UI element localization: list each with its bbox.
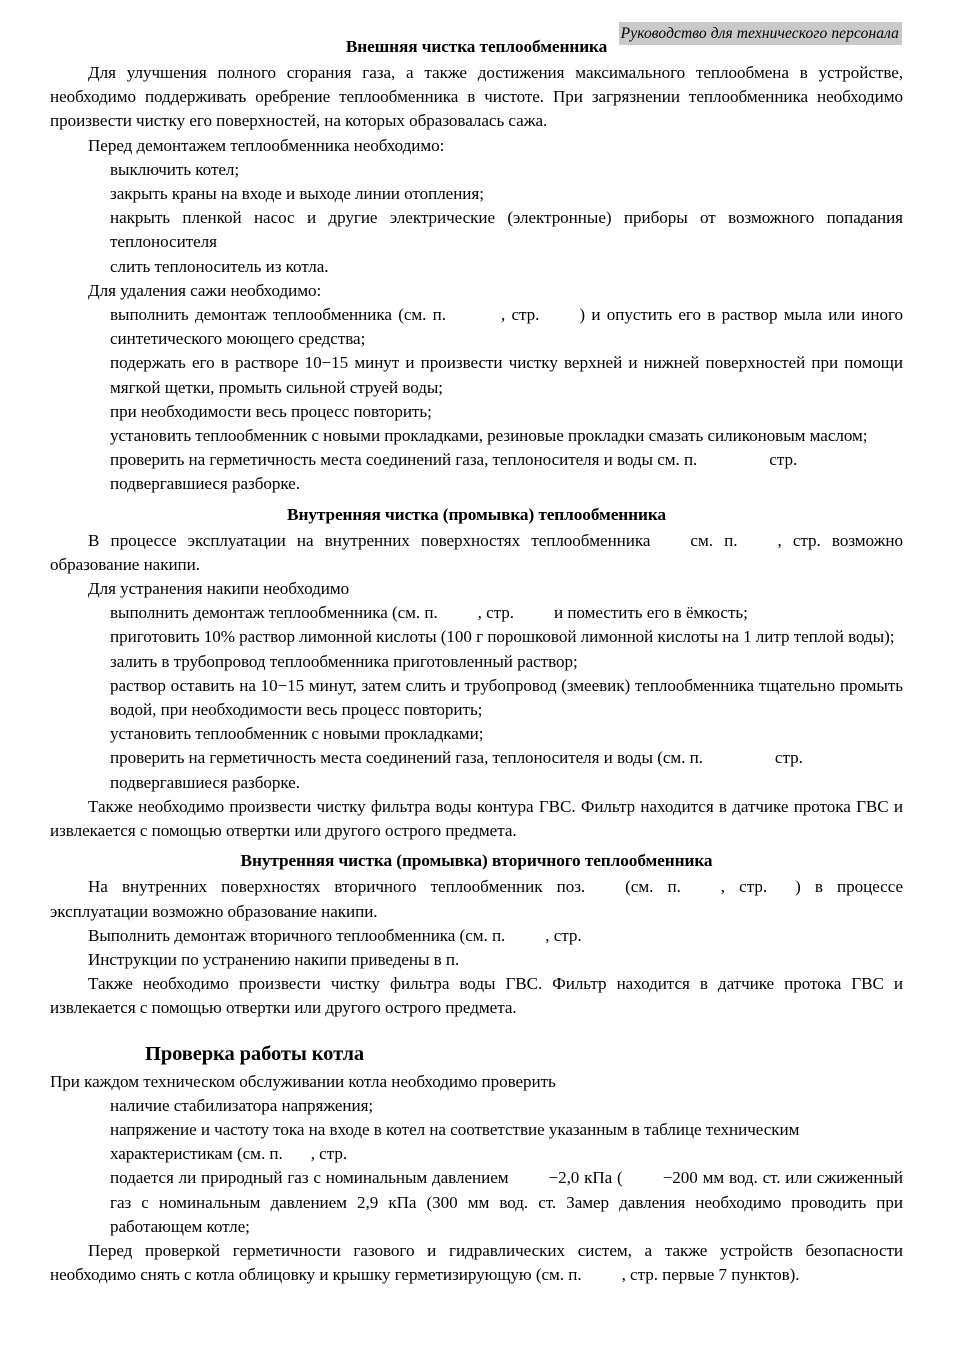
crossref-text-c: , стр. xyxy=(720,877,768,897)
list-item: наличие стабилизатора напряжения; xyxy=(110,1095,374,1115)
crossref-text-b: стр. подвергавшиеся разборке. xyxy=(110,450,798,494)
paragraph: Для удаления сажи необходимо: xyxy=(88,280,322,300)
crossref-text-c: , стр. возможно образование накипи. xyxy=(50,530,903,574)
crossref-text-b: , стр. xyxy=(500,305,540,325)
crossref-text-b: (см. п. xyxy=(625,877,681,897)
list-item: установить теплообменник с новыми прокладками; xyxy=(110,724,484,744)
pressure-value-kpa: −2,0 кПа ( xyxy=(548,1168,623,1188)
list-item: раствор оставить на 10−15 минут, затем слить и трубопровод (змеевик) теплообменника тщательно промыть водой, при необходимости весь процесс повторить; xyxy=(110,675,903,720)
paragraph: Перед демонтажем теплообменника необходимо: xyxy=(88,135,445,155)
list-item: приготовить 10% раствор лимонной кислоты (100 г порошковой лимонной кислоты на 1 литр теплой воды); xyxy=(110,627,895,647)
crossref-text-d: ) в процессе эксплуатации возможно образование накипи. xyxy=(50,877,903,921)
spacer xyxy=(50,1021,903,1041)
list-item-with-crossref xyxy=(50,448,903,496)
paragraph: Инструкции по устранению накипи приведены в п. xyxy=(88,949,460,969)
paragraph: Также необходимо произвести чистку фильтра воды контура ГВС. Фильтр находится в датчике протока ГВС и извлекается с помощью отвертки или другого острого предмета. xyxy=(50,796,903,841)
paragraph-with-crossref xyxy=(50,875,903,923)
paragraph: Также необходимо произвести чистку фильтра воды ГВС. Фильтр находится в датчике протока ГВС и извлекается с помощью отвертки или другого острого предмета. xyxy=(50,974,903,1018)
paragraph-with-crossref xyxy=(50,1239,903,1287)
crossref-text-b: см. п. xyxy=(690,530,738,550)
paragraph: Для улучшения полного сгорания газа, а также достижения максимального теплообмена в устройстве, необходимо поддерживать оребрение теплообменника в чистоте. При загрязнении теплообменника необходимо произвести чистку его поверхностей, на которых образовалась сажа. xyxy=(50,63,903,131)
spacer xyxy=(50,497,903,504)
heading-internal-cleaning: Внутренняя чистка (промывка) теплообменника xyxy=(287,504,666,524)
paragraph: Для устранения накипи необходимо xyxy=(88,579,350,599)
crossref-text-a: Выполнить демонтаж вторичного теплообменника (см. п. xyxy=(88,925,506,945)
list-item-pressure-values xyxy=(50,1166,903,1239)
list-item: выключить котел; xyxy=(110,159,240,179)
crossref-text-b: , стр. первые 7 пунктов). xyxy=(621,1265,800,1285)
crossref-text-a: В процессе эксплуатации на внутренних поверхностях теплообменника xyxy=(88,530,651,550)
list-item: установить теплообменник с новыми прокладками, резиновые прокладки смазать силиконовым маслом; xyxy=(110,426,868,446)
pressure-value-mm: −200 мм вод. ст. или сжиженный газ с номинальным давлением 2,9 кПа (300 мм вод. ст. Замер давления необходимо проводить при работающем котле; xyxy=(110,1168,904,1236)
crossref-text-b: , стр. xyxy=(310,1144,348,1164)
crossref-text-a: выполнить демонтаж теплообменника (см. п. xyxy=(110,305,446,325)
list-item-with-crossref xyxy=(50,1118,903,1166)
spacer xyxy=(50,843,903,850)
crossref-text-b: , стр. xyxy=(545,925,582,945)
paragraph: При каждом техническом обслуживании котла необходимо проверить xyxy=(50,1071,556,1091)
crossref-text-a: На внутренних поверхностях вторичного теплообменник поз. xyxy=(88,877,586,897)
crossref-text-a: выполнить демонтаж теплообменника (см. п. xyxy=(110,603,438,623)
list-item: слить теплоноситель из котла. xyxy=(110,256,329,276)
crossref-text-a: напряжение и частоту тока на входе в котел на соответствие указанным в таблице техническим характеристикам (см. п. xyxy=(110,1119,800,1164)
list-item: накрыть пленкой насос и другие электрические (электронные) приборы от возможного попадания теплоносителя xyxy=(110,208,903,252)
list-item: подержать его в растворе 10−15 минут и произвести чистку верхней и нижней поверхностей при помощи мягкой щетки, промыть сильной струей воды; xyxy=(110,353,903,397)
pressure-text-a: подается ли природный газ с номинальным давлением xyxy=(110,1168,509,1188)
list-item: закрыть краны на входе и выходе линии отопления; xyxy=(110,184,484,204)
crossref-text-a: проверить на герметичность места соединений газа, теплоносителя и воды см. п. xyxy=(110,450,698,470)
crossref-text-c: ) и опустить его в раствор мыла или иного синтетического моющего средства; xyxy=(110,305,903,349)
paragraph-with-crossref xyxy=(50,529,903,577)
heading-boiler-operation-check: Проверка работы котла xyxy=(145,1042,365,1065)
list-item-with-crossref xyxy=(50,601,903,625)
heading-secondary-exchanger: Внутренняя чистка (промывка) вторичного теплообменника xyxy=(240,851,713,871)
heading-external-cleaning: Внешняя чистка теплообменника xyxy=(345,37,608,56)
list-item-with-crossref xyxy=(50,303,903,351)
crossref-text-a: проверить на герметичность места соединений газа, теплоносителя и воды (см. п. xyxy=(110,748,703,768)
list-item: залить в трубопровод теплообменника приготовленный раствор; xyxy=(110,651,578,671)
crossref-text-b: стр. подвергавшиеся разборке. xyxy=(110,748,803,792)
running-header-text: Руководство для технического персонала xyxy=(619,22,902,45)
crossref-text-c: и поместить его в ёмкость; xyxy=(554,603,748,623)
paragraph-with-crossref xyxy=(50,924,903,948)
list-item-with-crossref xyxy=(50,746,903,794)
crossref-text-a: Перед проверкой герметичности газового и гидравлических систем, а также устройств безопасности необходимо снять с котла облицовку и крышку герметизирующую (см. п. xyxy=(50,1240,903,1285)
document-body xyxy=(50,36,903,1287)
list-item: при необходимости весь процесс повторить; xyxy=(110,401,432,421)
crossref-text-b: , стр. xyxy=(477,603,515,623)
